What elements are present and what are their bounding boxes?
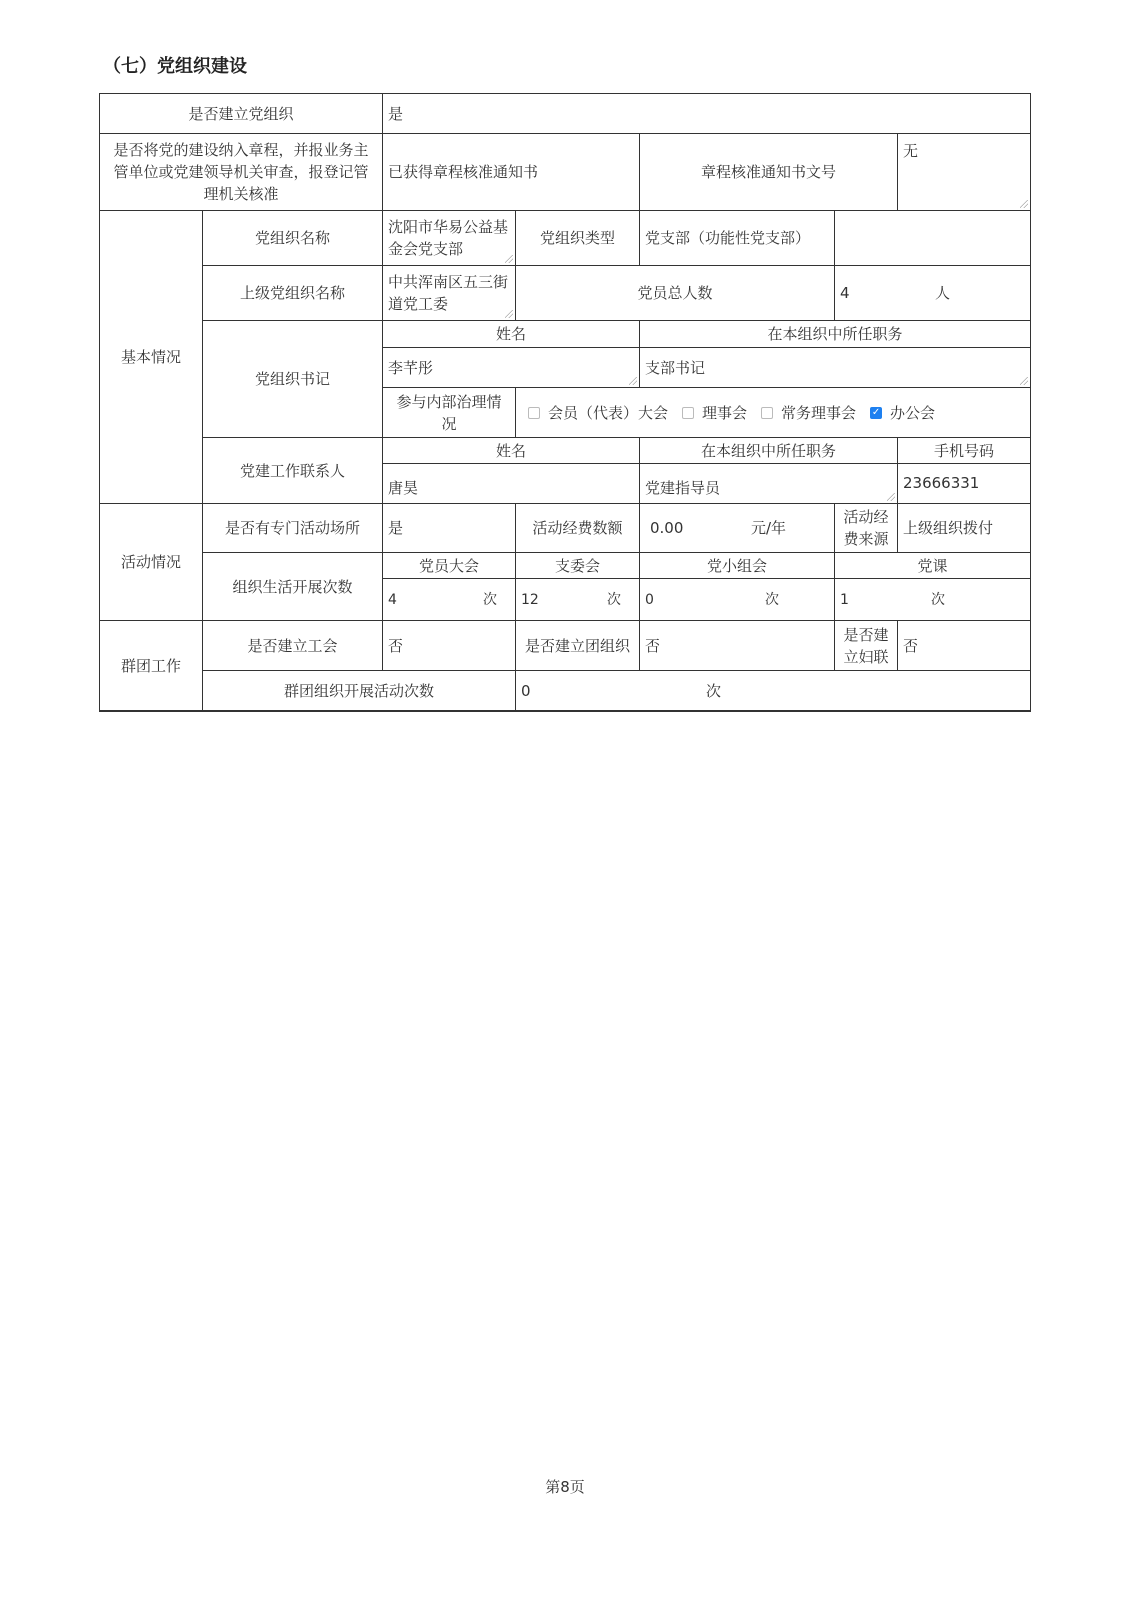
label-activity-venue: 是否有专门活动场所 — [203, 504, 383, 553]
header-contact-name: 姓名 — [383, 438, 640, 464]
checkbox-icon[interactable] — [761, 407, 773, 419]
checkbox-checked-icon[interactable]: ✓ — [871, 406, 881, 418]
header-secretary-duty: 在本组织中所任职务 — [640, 321, 1030, 348]
resize-grip-icon[interactable] — [629, 377, 637, 385]
party-organization-table — [99, 93, 1031, 712]
governance-option-member-congress[interactable]: 会员（代表）大会 — [528, 402, 668, 424]
header-branch-committee: 支委会 — [516, 553, 640, 579]
resize-grip-icon[interactable] — [887, 493, 895, 501]
section-title: （七）党组织建设 — [103, 56, 247, 77]
label-party-contact: 党建工作联系人 — [203, 438, 383, 504]
value-contact-name: 唐昊 — [383, 464, 640, 504]
value-has-women-federation: 否 — [898, 621, 1030, 671]
page-number: 第8页 — [545, 1478, 585, 1496]
value-member-congress-count: 4 次 — [383, 579, 516, 621]
label-has-youth-league: 是否建立团组织 — [516, 621, 640, 671]
value-charter-doc-number[interactable]: 无 — [898, 134, 1030, 211]
checkbox-icon[interactable] — [528, 407, 540, 419]
value-org-type: 党支部（功能性党支部） — [640, 211, 835, 266]
value-contact-duty[interactable]: 党建指导员 — [640, 464, 898, 504]
value-secretary-duty[interactable]: 支部书记 — [640, 348, 1030, 388]
group-basic-info: 基本情况 — [100, 211, 203, 504]
label-org-type: 党组织类型 — [516, 211, 640, 266]
group-activity: 活动情况 — [100, 504, 203, 621]
resize-grip-icon[interactable] — [1020, 377, 1028, 385]
header-contact-duty: 在本组织中所任职务 — [640, 438, 898, 464]
value-org-name[interactable]: 沈阳市华易公益基金会党支部 — [383, 211, 516, 266]
label-mass-activity-count: 群团组织开展活动次数 — [203, 671, 516, 711]
label-has-party-org: 是否建立党组织 — [100, 94, 383, 134]
label-governance: 参与内部治理情况 — [383, 388, 516, 438]
value-activity-fund: 0.00 元/年 — [640, 504, 835, 553]
value-branch-committee-count: 12 次 — [516, 579, 640, 621]
value-member-count: 4 人 — [835, 266, 1030, 321]
value-activity-venue: 是 — [383, 504, 516, 553]
value-org-type-extra — [835, 211, 1030, 266]
value-fund-source: 上级组织拨付 — [898, 504, 1030, 553]
header-party-group-meeting: 党小组会 — [640, 553, 835, 579]
value-party-group-count: 0 次 — [640, 579, 835, 621]
label-org-name: 党组织名称 — [203, 211, 383, 266]
label-parent-org: 上级党组织名称 — [203, 266, 383, 321]
label-party-secretary: 党组织书记 — [203, 321, 383, 438]
header-secretary-name: 姓名 — [383, 321, 640, 348]
resize-grip-icon[interactable] — [505, 255, 513, 263]
label-fund-source: 活动经费来源 — [835, 504, 898, 553]
value-party-lecture-count: 1 次 — [835, 579, 1030, 621]
governance-option-office-meeting[interactable]: ✓ 办公会 — [871, 403, 936, 422]
governance-option-council[interactable]: 理事会 — [682, 402, 747, 424]
resize-grip-icon[interactable] — [1020, 200, 1028, 208]
label-charter-doc-number: 章程核准通知书文号 — [640, 134, 898, 211]
value-charter-inclusion: 已获得章程核准通知书 — [383, 134, 640, 211]
value-has-party-org: 是 — [383, 94, 1030, 134]
label-org-life-count: 组织生活开展次数 — [203, 553, 383, 621]
header-member-congress: 党员大会 — [383, 553, 516, 579]
value-parent-org[interactable]: 中共浑南区五三街道党工委 — [383, 266, 516, 321]
value-has-union: 否 — [383, 621, 516, 671]
value-secretary-name[interactable]: 李芊彤 — [383, 348, 640, 388]
checkbox-icon[interactable] — [682, 407, 694, 419]
header-contact-phone: 手机号码 — [898, 438, 1030, 464]
resize-grip-icon[interactable] — [505, 310, 513, 318]
label-charter-inclusion: 是否将党的建设纳入章程，并报业务主管单位或党建领导机关审查，报登记管理机关核准 — [100, 134, 383, 211]
header-party-lecture: 党课 — [835, 553, 1030, 579]
label-member-count: 党员总人数 — [516, 266, 835, 321]
label-has-union: 是否建立工会 — [203, 621, 383, 671]
label-has-women-federation: 是否建立妇联 — [835, 621, 898, 671]
governance-option-standing-council[interactable]: 常务理事会 — [761, 402, 856, 424]
value-has-youth-league: 否 — [640, 621, 835, 671]
governance-options — [516, 388, 1030, 438]
value-contact-phone: 23666331 — [898, 464, 1030, 504]
group-mass-work: 群团工作 — [100, 621, 203, 711]
value-mass-activity-count: 0 次 — [521, 682, 721, 700]
label-activity-fund: 活动经费数额 — [516, 504, 640, 553]
